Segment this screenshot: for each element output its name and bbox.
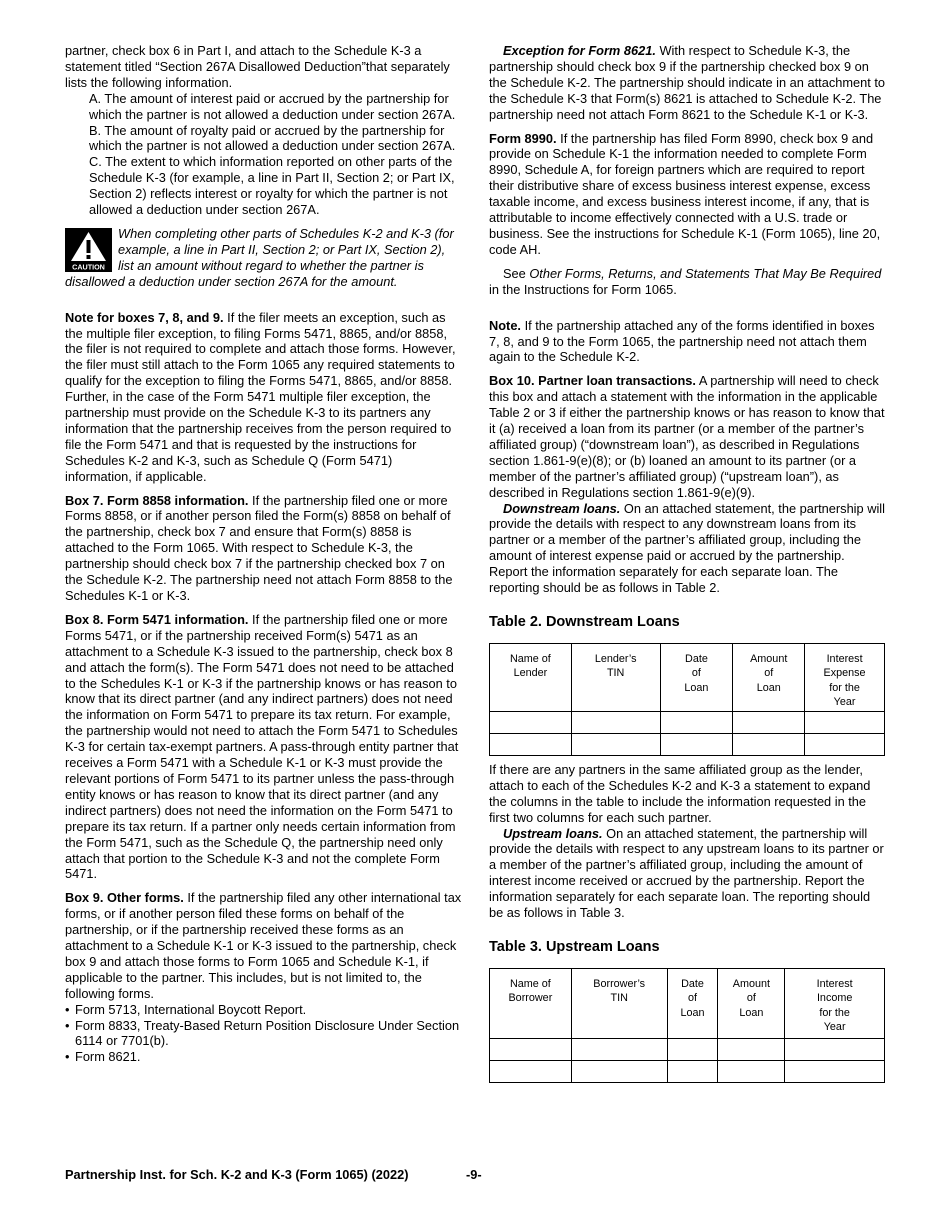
table-3-upstream-loans (489, 968, 885, 1083)
page-footer-title: Partnership Inst. for Sch. K-2 and K-3 (Form 1065) (2022) (65, 1167, 409, 1182)
box-10-paragraph: Box 10. Partner loan transactions. A partnership will need to check this box and attach a statement with the information in the applicable Table 2 or 3 if either the partnership knows or has reason to know that it (a) received a loan from its partner (or a member of the partner’s affiliated group) (“downstream loan”), as described in Regulations section 1.861-9(e)(8); or (b) loaned an amount to its partner (or a member of the partner’s affiliated group) (“upstream loan”), as described in Regulations section 1.861-9(e)(9). (489, 373, 885, 500)
right-column (489, 43, 886, 1083)
list-item: C. The extent to which information reported on other parts of the Schedule K-3 (for example, a line in Part II, Section 2; or Part IX, Section 2) reflects interest or royalty for which the partner is not allowed a deduction under section 267A. (89, 154, 455, 218)
note-boxes-7-8-9: Note for boxes 7, 8, and 9. If the filer meets an exception, such as the multiple filer exception, to filing Forms 5471, 8865, and/or 8858, the filer is not required to complete and attach those forms. However, the filer must still attach to the Form 1065 any required statements to qualify for the exception to filing the Forms 5471, 8865, and/or 8858. Further, in the case of the Form 5471 multiple filer exception, the partnership must provide on the Schedule K-3 to its partners any information that the partnership receives from the person required to file the Form 5471 and that is requested by the instructions for Schedules K-2 and K-3, such as Schedule Q (Form 5471) information, if applicable. (65, 309, 456, 484)
table-row (490, 1060, 885, 1082)
table-row (490, 733, 885, 755)
table-header-row (490, 968, 885, 1038)
list-item: B. The amount of royalty paid or accrued by the partnership for which the partner is not allowed a deduction under section 267A. (89, 122, 456, 154)
caution-box (65, 226, 462, 290)
box-7-paragraph: Box 7. Form 8858 information. If the partnership filed one or more Forms 8858, or if another person filed the Form(s) 8858 on behalf of the partnership, check box 7 and ensure that Form(s) 8858 is attached to the Form 1065. With respect to Schedule K-3, the partnership should check box 7 if the partnership checked box 7 on the Schedule K-2. The partnership need not attach Form 8858 to the Schedules K-1 or K-3. (65, 492, 453, 603)
section-267a-list (65, 91, 462, 218)
list-item: • Form 8833, Treaty-Based Return Position Disclosure Under Section 6114 or 7701(b). (65, 1018, 462, 1050)
list-item: • Form 5713, International Boycott Report. (65, 1002, 462, 1018)
upstream-loans-paragraph: Upstream loans. On an attached statement, the partnership will provide the details with respect to any upstream loans to its partner or a member of the partner’s affiliated group, including the amount of interest income received or accrued by the partnership. Report the information separately for each separate loan. The reporting should be as follows in Table 3. (489, 825, 884, 921)
caution-text: When completing other parts of Schedules K-2 and K-3 (for example, a line in Part II, Section 2; or Part IX, Section 2), list an amount without regard to whether the partner is disallowed a deduction under section 267A for the amount. (65, 225, 454, 289)
see-other-forms-paragraph: See Other Forms, Returns, and Statements That May Be Required in the Instructions for Form 1065. (489, 265, 882, 297)
downstream-loans-paragraph: Downstream loans. On an attached statement, the partnership will provide the details with respect to any downstream loans from its partner or a member of the partner’s affiliated group, including the amount of interest expense paid or accrued by the partnership. Report the information separately for each separate loan. The reporting should be as follows in Table 2. (489, 500, 885, 596)
form-8990-paragraph: Form 8990. If the partnership has filed Form 8990, check box 9 and provide on Schedule K-1 the information needed to complete Form 8990, Schedule A, for foreign partners which are required to report their distributive share of excess business interest expense, excess taxable income, and excess business interest income, if any, that is attributable to income effectively connected with a U.S. trade or business. See the instructions for Schedule K-1 (Form 1065), line 20, code AH. (489, 130, 881, 257)
caution-icon (65, 228, 112, 272)
note-paragraph: Note. If the partnership attached any of the forms identified in boxes 7, 8, and 9 to the Form 1065, the partnership need not attach them again to the Schedule K-2. (489, 317, 875, 365)
caution-label: CAUTION (72, 262, 105, 272)
column-header: Date of Loan (660, 643, 733, 711)
box-8-paragraph: Box 8. Form 5471 information. If the partnership filed one or more Forms 5471, or if the partnership received Form(s) 5471 as an attachment to a Schedule K-3 issued to the partnership, check box 8 and attach the form(s). The Form 5471 does not need to be attached to the Schedules K-1 or K-3 if the partnership knows or has reason to know that its direct partner (and any indirect partners) does not need the information on Form 5471 to prepare its tax return. For example, the partnership would not need to attach the Form 5471 to Schedules K-3 for certain tax-exempt partners. A pass-through entity partner that receives a Form 5471 with a Schedule K-1 or K-3 must provide the relevant portions of Form 5471 to its partner unless the pass-through entity knows or has reason to know that its direct partner (and any indirect partners) does not need the information on the Form 5471 to prepare its tax return. If a partner only needs certain information from the Form 5471, such as the Schedule Q, the partnership need only attach that portion to the Schedule K-3 and not the complete Form 5471. (65, 611, 459, 882)
column-header: Interest Expense for the Year (805, 643, 885, 711)
left-column (65, 43, 462, 1065)
table-2-title: Table 2. Downstream Loans (489, 614, 680, 630)
column-header: Borrower’s TIN (571, 968, 667, 1038)
exception-8621-paragraph: Exception for Form 8621. With respect to Schedule K-3, the partnership should check box 9 if the partnership checked box 9 on the Schedule K-2. The partnership should indicate in an attachment to the Schedule K-3 that Form(s) 8621 is attached to Schedule K-2. The partnership need not attach Form 8621 to the Schedule K-1 or K-3. (489, 43, 886, 122)
page-number: -9- (466, 1167, 482, 1182)
affiliated-group-paragraph: If there are any partners in the same affiliated group as the lender, attach to each of the Schedules K-2 and K-3 a statement to expand the columns in the table to include the information requested in the first two columns for each such partner. (489, 761, 871, 825)
column-header: Lender’s TIN (571, 643, 660, 711)
table-3-title: Table 3. Upstream Loans (489, 938, 660, 955)
table-2-downstream-loans (489, 643, 885, 756)
column-header: Amount of Loan (718, 968, 785, 1038)
table-row (490, 711, 885, 733)
column-header: Amount of Loan (733, 643, 805, 711)
intro-paragraph: partner, check box 6 in Part I, and attach to the Schedule K-3 a statement titled “Section 267A Disallowed Deduction”that separately lists the following information. (65, 43, 450, 90)
column-header: Interest Income for the Year (785, 968, 885, 1038)
column-header: Name of Borrower (490, 968, 572, 1038)
column-header: Name of Lender (490, 643, 572, 711)
box-9-paragraph: Box 9. Other forms. If the partnership filed any other international tax forms, or if another person filed these forms on behalf of the partnership, or if the partnership received these forms as an attachment to a Schedule K-1 or K-3 issued to the partnership, check box 9 and attach those forms to Form 1065 and Schedule K-1, if applicable to the partner. This includes, but is not limited to, the following forms. (65, 890, 462, 1001)
forms-bullet-list (65, 1002, 462, 1066)
list-item: • Form 8621. (65, 1049, 462, 1065)
table-header-row (490, 643, 885, 711)
table-row (490, 1038, 885, 1060)
column-header: Date of Loan (667, 968, 718, 1038)
list-item: A. The amount of interest paid or accrued by the partnership for which the partner is not allowed a deduction under section 267A. (89, 90, 456, 122)
